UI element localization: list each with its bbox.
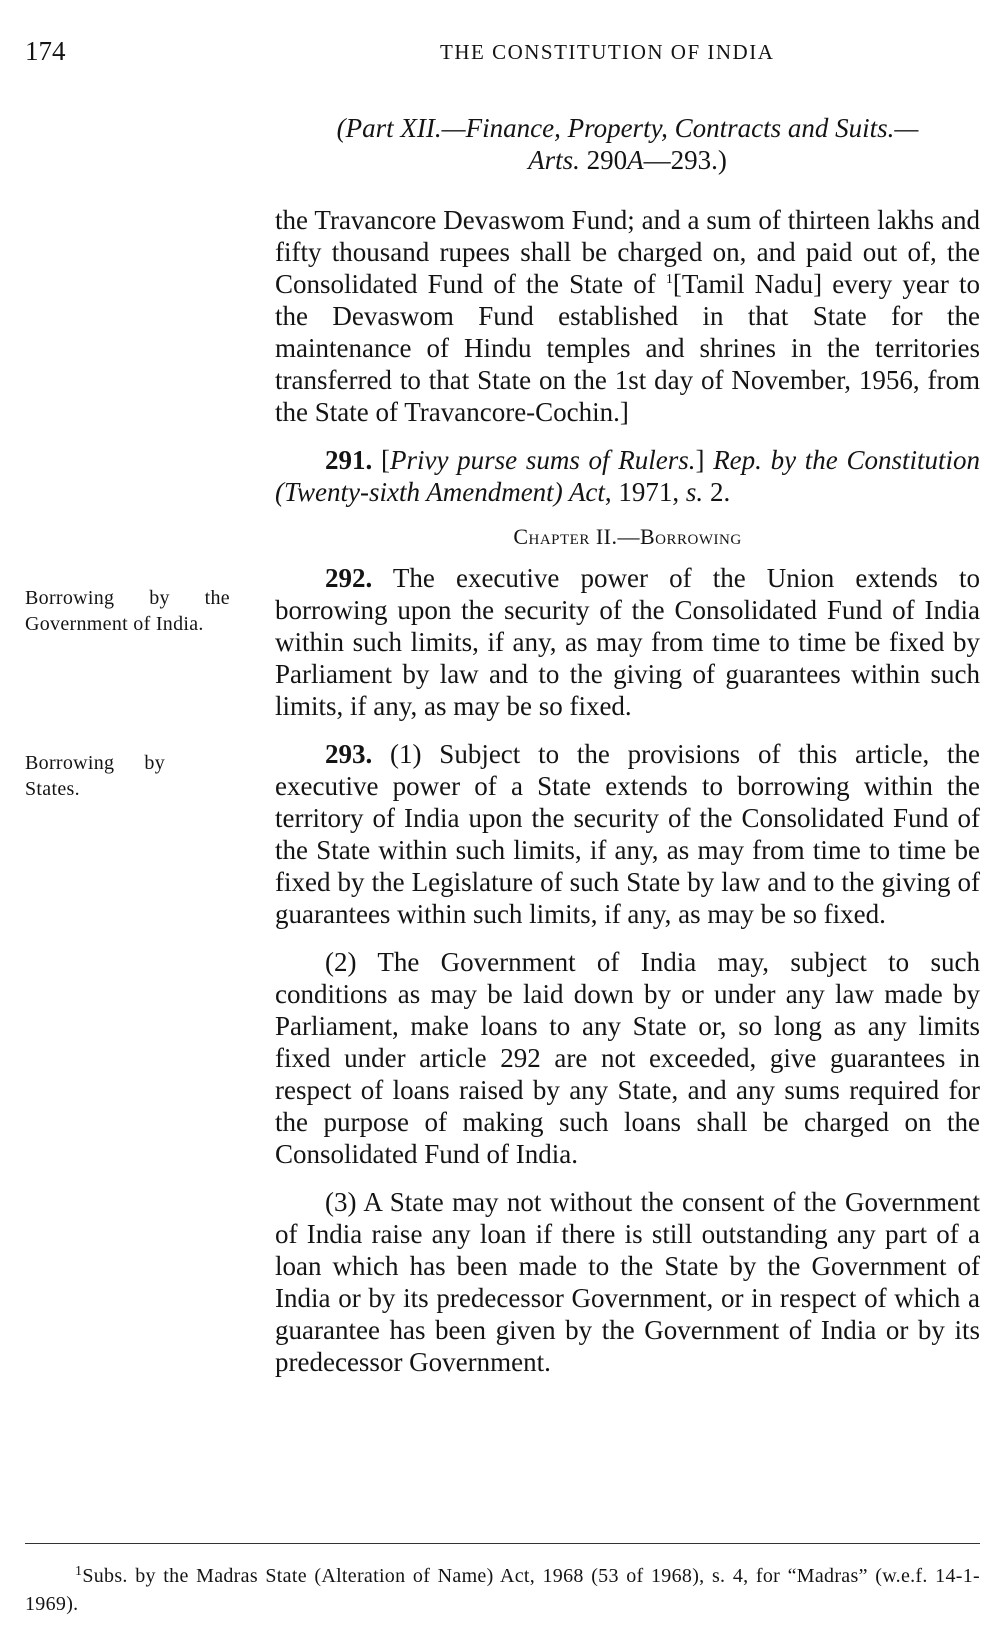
footnote-marker: 1	[75, 1564, 83, 1579]
footnote-ref-marker: 1	[665, 272, 673, 287]
article-293-clause-1	[275, 738, 980, 930]
page-number: 174	[25, 36, 66, 66]
article-291	[275, 444, 980, 508]
chapter-heading	[275, 524, 980, 550]
part-heading-line2	[275, 144, 980, 176]
part-heading	[275, 112, 980, 176]
chapter-prefix: Chapter II.—	[513, 524, 640, 549]
bracket-open: [	[372, 445, 390, 475]
section-number: 2.	[703, 477, 731, 507]
article-292	[275, 562, 980, 722]
bracket-close: ]	[695, 445, 714, 475]
article-293-1-text: (1) Subject to the provisions of this article, the executive power of a State extends to borrowing within the territory of India upon the security of the Consolidated Fund of the State within such limits, if any, as may from time to time be fixed by the Legislature of such State by law and to the giving of guarantees within such limits, if any, as may be so fixed.	[275, 739, 980, 929]
arts-label: Arts.	[528, 145, 587, 175]
article-number: 293.	[325, 739, 373, 769]
article-293-clause-3: (3) A State may not without the consent of the Government of India raise any loan if there is still outstanding any part of a loan which has been made to the State by the Government of India or by its predecessor Government, or in respect of which a guarantee has been given by the Government of India or by its predecessor Government.	[275, 1187, 980, 1377]
footnote-divider	[25, 1543, 980, 1544]
part-heading-line1: (Part XII.—Finance, Property, Contracts and Suits.—	[336, 113, 919, 143]
article-292-text: The executive power of the Union extends to borrowing upon the security of the Consolidated Fund of India within such limits, if any, as may from time to time be fixed by Parliament by law and to the giving of guarantees within such limits, if any, as may be so fixed.	[275, 563, 980, 721]
article-290a-continued	[275, 204, 980, 428]
arts-start-number: 290	[586, 145, 628, 175]
repeal-note: Rep. by the Constitution (Twenty-sixth Amendment) Act	[275, 445, 981, 507]
main-text-column	[275, 204, 980, 1394]
margin-note-292: Borrowing by the Government of India.	[25, 587, 230, 635]
article-293-clause-2: (2) The Government of India may, subject to such conditions as may be laid down by or under any law made by Parliament, make loans to any State or, so long as any limits fixed under article 292 are not exceeded, give guarantees in respect of loans raised by any State, and any sums required for the purpose of making such loans shall be charged on the Consolidated Fund of India.	[275, 947, 980, 1169]
margin-note-293: Borrowing by States.	[25, 752, 165, 800]
art-290a-text-after: [Tamil Nadu] every year to the Devaswom Fund established in that State for the maintenance of Hindu temples and shrines in the territories transferred to that State on the 1st day of November, 1956, from the State of Travancore-Cochin.]	[275, 269, 980, 427]
article-291-title: Privy purse sums of Rulers.	[389, 445, 696, 475]
section-label: s.	[685, 477, 704, 507]
footnote	[25, 1562, 980, 1618]
footnote-text: Subs. by the Madras State (Alteration of Name) Act, 1968 (53 of 1968), s. 4, for “Madras” (w.e.f. 14-1-1969).	[25, 1565, 980, 1615]
repeal-year: , 1971,	[604, 477, 686, 507]
running-head: THE CONSTITUTION OF INDIA	[440, 40, 775, 64]
arts-start-suffix: A	[627, 145, 644, 175]
art-290a-text-before: the Travancore Devaswom Fund; and a sum of thirteen lakhs and fifty thousand rupees shall be charged on, and paid out of, the Consolidated Fund of the State of	[275, 205, 980, 299]
chapter-name: Borrowing	[640, 524, 742, 549]
arts-end: —293.)	[643, 145, 727, 175]
article-number: 291.	[325, 445, 373, 475]
article-number: 292.	[325, 563, 373, 593]
